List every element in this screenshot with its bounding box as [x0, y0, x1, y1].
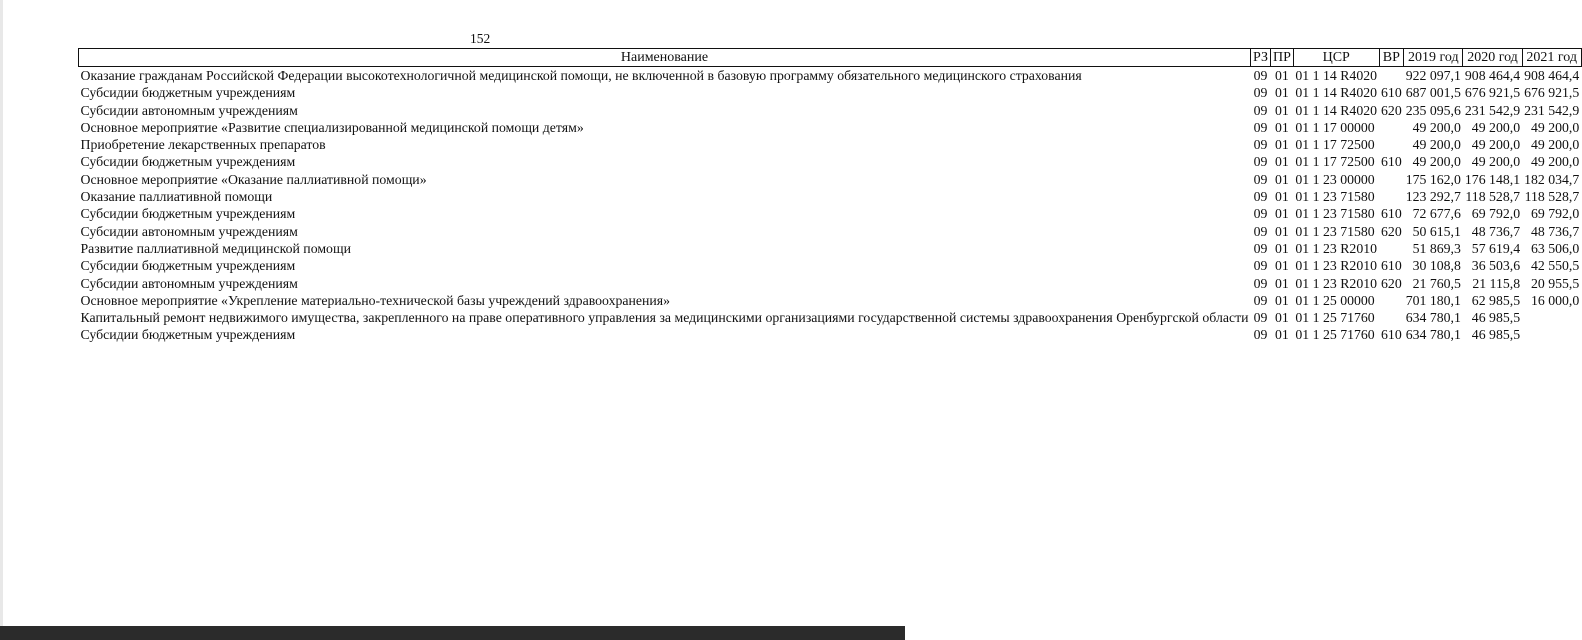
- cell-csr: 01 1 25 71760: [1295, 310, 1375, 326]
- cell-vr: 620: [1381, 102, 1402, 118]
- table-row: [79, 102, 1582, 119]
- cell-rz: 09: [1253, 258, 1268, 274]
- cell-rz: 09: [1253, 223, 1268, 239]
- cell-rz: 09: [1253, 119, 1268, 135]
- cell-pr: 01: [1275, 137, 1289, 153]
- cell-rz: 09: [1253, 171, 1268, 187]
- cell-2019: 175 162,0: [1405, 171, 1461, 187]
- cell-csr: 01 1 23 71580: [1295, 223, 1375, 239]
- cell-rz: 09: [1253, 310, 1268, 326]
- header-2021: 2021 год: [1522, 49, 1581, 67]
- table-row: [79, 153, 1582, 170]
- cell-vr: 610: [1381, 85, 1402, 101]
- cell-name: Основное мероприятие «Оказание паллиативной помощи»: [80, 171, 427, 187]
- cell-vr: [1379, 188, 1404, 205]
- cell-2021: 63 506,0: [1530, 240, 1580, 256]
- cell-2020: 49 200,0: [1471, 119, 1521, 135]
- cell-pr: 01: [1275, 171, 1289, 187]
- cell-vr: [1379, 67, 1404, 85]
- cell-2021: 908 464,4: [1524, 68, 1580, 83]
- cell-2019: 701 180,1: [1405, 292, 1461, 308]
- cell-2020: 69 792,0: [1471, 206, 1521, 222]
- cell-2020: 46 985,5: [1471, 327, 1521, 343]
- cell-2020: 36 503,6: [1471, 258, 1521, 274]
- table-row: [79, 119, 1582, 136]
- cell-2020: 46 985,5: [1471, 310, 1521, 326]
- cell-name: Субсидии бюджетным учреждениям: [80, 85, 296, 101]
- cell-pr: 01: [1275, 189, 1289, 205]
- cell-vr: [1379, 292, 1404, 309]
- cell-vr: [1379, 136, 1404, 153]
- cell-csr: 01 1 23 R2010: [1295, 258, 1378, 274]
- cell-2020: 118 528,7: [1465, 189, 1521, 205]
- cell-name: Субсидии бюджетным учреждениям: [80, 327, 296, 343]
- cell-pr: 01: [1275, 223, 1289, 239]
- cell-2019: 51 869,3: [1412, 240, 1461, 256]
- cell-vr: 610: [1381, 258, 1402, 274]
- cell-vr: 610: [1381, 327, 1402, 343]
- cell-name: Субсидии бюджетным учреждениям: [80, 258, 296, 274]
- cell-rz: 09: [1253, 292, 1268, 308]
- cell-name: Развитие паллиативной медицинской помощи: [80, 240, 351, 256]
- cell-pr: 01: [1275, 240, 1289, 256]
- cell-2019: 634 780,1: [1405, 310, 1461, 326]
- cell-name: Основное мероприятие «Укрепление материально-технической базы учреждений здравоохранения»: [80, 292, 671, 308]
- cell-name: Капитальный ремонт недвижимого имущества, закрепленного на праве оперативного управления за медицинскими организациями государственной системы здравоохранения Оренбургской области: [80, 310, 1249, 326]
- header-name: Наименование: [79, 49, 1251, 67]
- table-row: [79, 240, 1582, 257]
- table-row: [79, 223, 1582, 240]
- cell-pr: 01: [1275, 258, 1289, 274]
- cell-csr: 01 1 23 R2010: [1295, 240, 1378, 256]
- page-number: 152: [470, 31, 491, 46]
- cell-rz: 09: [1253, 327, 1268, 343]
- cell-2021: 231 542,9: [1524, 102, 1580, 118]
- cell-2019: 235 095,6: [1405, 102, 1461, 118]
- cell-name: Субсидии автономным учреждениям: [80, 102, 298, 118]
- cell-csr: 01 1 25 00000: [1295, 292, 1375, 308]
- table-row: [79, 188, 1582, 205]
- cell-pr: 01: [1275, 327, 1289, 343]
- cell-2021: 49 200,0: [1530, 137, 1580, 153]
- cell-2020: 231 542,9: [1464, 102, 1521, 118]
- cell-rz: 09: [1253, 240, 1268, 256]
- cell-csr: 01 1 23 R2010: [1295, 275, 1378, 291]
- cell-2021: 118 528,7: [1524, 189, 1580, 205]
- cell-name: Приобретение лекарственных препаратов: [80, 137, 326, 153]
- cell-2021: 69 792,0: [1530, 206, 1580, 222]
- cell-csr: 01 1 17 00000: [1295, 119, 1375, 135]
- cell-csr: 01 1 23 71580: [1295, 189, 1375, 205]
- cell-2021: 182 034,7: [1524, 171, 1580, 187]
- cell-pr: 01: [1275, 119, 1289, 135]
- cell-2021: [1522, 326, 1581, 343]
- cell-2020: 908 464,4: [1464, 68, 1521, 83]
- table-row: [79, 257, 1582, 274]
- cell-csr: 01 1 23 71580: [1295, 206, 1375, 222]
- cell-pr: 01: [1275, 68, 1289, 83]
- cell-2021: 49 200,0: [1530, 119, 1580, 135]
- cell-vr: 620: [1381, 223, 1402, 239]
- cell-csr: 01 1 25 71760: [1295, 327, 1375, 343]
- cell-2019: 634 780,1: [1405, 327, 1461, 343]
- scan-edge: [0, 0, 3, 640]
- cell-pr: 01: [1275, 102, 1289, 118]
- cell-pr: 01: [1275, 206, 1289, 222]
- table-body: [79, 67, 1582, 344]
- cell-2020: 176 148,1: [1464, 171, 1521, 187]
- cell-2020: 57 619,4: [1471, 240, 1521, 256]
- table-row: [79, 275, 1582, 292]
- cell-2019: 21 760,5: [1412, 275, 1461, 291]
- cell-2021: 16 000,0: [1530, 292, 1580, 308]
- cell-name: Оказание паллиативной помощи: [80, 189, 273, 205]
- cell-pr: 01: [1275, 310, 1289, 326]
- cell-csr: 01 1 14 R4020: [1295, 85, 1378, 101]
- table-row: [79, 67, 1582, 85]
- cell-rz: 09: [1253, 137, 1268, 153]
- cell-rz: 09: [1253, 85, 1268, 101]
- cell-rz: 09: [1253, 189, 1268, 205]
- cell-vr: [1379, 119, 1404, 136]
- cell-2021: 48 736,7: [1530, 223, 1580, 239]
- table-row: [79, 309, 1582, 326]
- cell-2020: 676 921,5: [1464, 85, 1521, 101]
- cell-2019: 50 615,1: [1412, 223, 1461, 239]
- table-header-row: [79, 49, 1582, 67]
- cell-name: Субсидии автономным учреждениям: [80, 275, 298, 291]
- cell-2019: 687 001,5: [1405, 85, 1461, 101]
- cell-pr: 01: [1275, 275, 1289, 291]
- table-row: [79, 292, 1582, 309]
- cell-2020: 49 200,0: [1471, 154, 1521, 170]
- cell-2019: 922 097,1: [1405, 68, 1461, 83]
- cell-name: Субсидии бюджетным учреждениям: [80, 154, 296, 170]
- table-row: [79, 136, 1582, 153]
- cell-vr: 610: [1381, 206, 1402, 222]
- table-row: [79, 205, 1582, 222]
- cell-pr: 01: [1275, 85, 1289, 101]
- cell-2020: 21 115,8: [1472, 275, 1521, 291]
- cell-2019: 123 292,7: [1405, 189, 1461, 205]
- cell-2019: 49 200,0: [1412, 137, 1461, 153]
- cell-name: Основное мероприятие «Развитие специализированной медицинской помощи детям»: [80, 119, 584, 135]
- header-2020: 2020 год: [1463, 49, 1522, 67]
- header-pr: ПР: [1270, 49, 1293, 67]
- cell-2019: 72 677,6: [1412, 206, 1461, 222]
- header-vr: ВР: [1379, 49, 1404, 67]
- cell-pr: 01: [1275, 154, 1289, 170]
- cell-csr: 01 1 14 R4020: [1295, 68, 1378, 83]
- cell-2021: 20 955,5: [1530, 275, 1580, 291]
- cell-2021: 42 550,5: [1530, 258, 1580, 274]
- cell-2020: 49 200,0: [1471, 137, 1521, 153]
- cell-name: Субсидии бюджетным учреждениям: [80, 206, 296, 222]
- cell-vr: 620: [1381, 275, 1402, 291]
- cell-2019: 49 200,0: [1412, 119, 1461, 135]
- cell-vr: [1379, 240, 1404, 257]
- cell-rz: 09: [1253, 206, 1268, 222]
- cell-2021: [1522, 309, 1581, 326]
- cell-2021: 49 200,0: [1530, 154, 1580, 170]
- cell-2019: 30 108,8: [1412, 258, 1461, 274]
- cell-csr: 01 1 17 72500: [1295, 137, 1375, 153]
- cell-csr: 01 1 14 R4020: [1295, 102, 1378, 118]
- scan-bottom-border: [0, 626, 905, 640]
- cell-pr: 01: [1275, 292, 1289, 308]
- table-row: [79, 326, 1582, 343]
- cell-name: Субсидии автономным учреждениям: [80, 223, 298, 239]
- cell-2019: 49 200,0: [1412, 154, 1461, 170]
- cell-vr: [1379, 171, 1404, 188]
- cell-vr: 610: [1381, 154, 1402, 170]
- header-rz: РЗ: [1250, 49, 1270, 67]
- cell-csr: 01 1 23 00000: [1295, 171, 1375, 187]
- budget-table: [78, 48, 1582, 344]
- cell-2021: 676 921,5: [1524, 85, 1580, 101]
- cell-vr: [1379, 309, 1404, 326]
- header-2019: 2019 год: [1404, 49, 1463, 67]
- table-row: [79, 84, 1582, 101]
- cell-csr: 01 1 17 72500: [1295, 154, 1375, 170]
- cell-2020: 62 985,5: [1471, 292, 1521, 308]
- cell-2020: 48 736,7: [1471, 223, 1521, 239]
- cell-name: Оказание гражданам Российской Федерации высокотехнологичной медицинской помощи, не включенной в базовую программу обязательного медицинского страхования: [80, 68, 1082, 83]
- cell-rz: 09: [1253, 154, 1268, 170]
- cell-rz: 09: [1253, 68, 1268, 83]
- table-row: [79, 171, 1582, 188]
- cell-rz: 09: [1253, 275, 1268, 291]
- cell-rz: 09: [1253, 102, 1268, 118]
- header-csr: ЦСР: [1293, 49, 1379, 67]
